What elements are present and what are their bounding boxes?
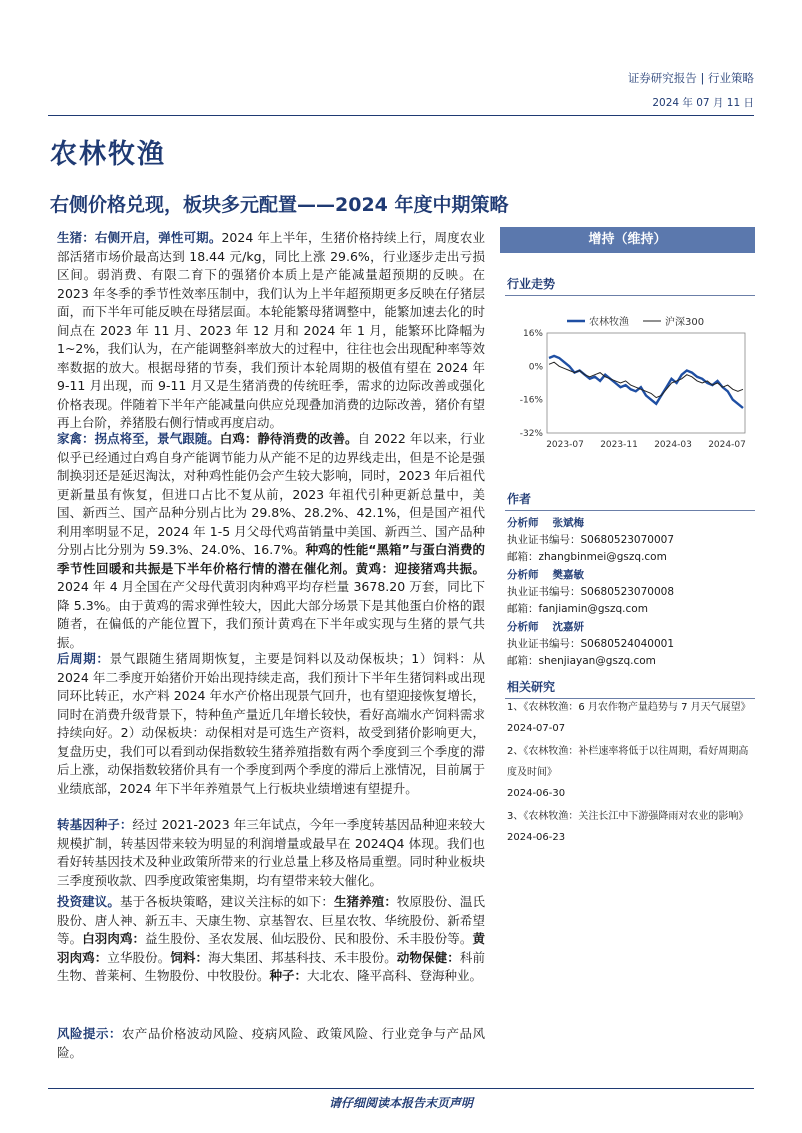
section-lead: 转基因种子： <box>57 817 133 832</box>
analyst-name: 张斌梅 <box>552 517 584 529</box>
industry-title: 农林牧渔 <box>50 139 166 170</box>
y-tick-label: 16% <box>522 329 543 339</box>
related-item-date: 2024-06-23 <box>507 832 566 843</box>
section-text: 2024 年上半年，生猪价格持续上行，周度农业部活猪市场价最高达到 18.44 元/kg，同比上涨 29.6%，行业逐步走出亏损区间。弱消费、有限二育下的强猪价本质上是产能减量超预期的反映。在 2023 年冬季的季节性效率压制中，我们认为上半年超预期更多反映在仔猪层面，而下半年可能反映在母猪层面。本轮能繁母猪调整中，能繁加速去化的时间点在 2023 年 11 月、2023 年 12 月和 2024 年 1 月，能繁环比降幅为 1~2%，我们认为，在产能调整斜率放大的过程中，往往也会出现配种率等效率数据的放大。根据母猪的节奏，我们预计本轮周期的极值有望在 2024 年 9-11 月出现，而 9-11 月又是生猪消费的传统旺季，需求的边际改善或强化价格表现。伴随着下半年产能减量向供应兑现叠加消费的边际改善，猪价有望再上台阶，养猪股右侧行情或再度启动。 <box>57 230 485 430</box>
related-item[interactable] <box>507 741 755 804</box>
sector-stocks: 科前生物、普莱柯、生物股份、中牧股份。 <box>57 949 485 983</box>
y-tick-label: -32% <box>519 429 543 439</box>
sector-label: 种子： <box>269 968 308 983</box>
cert-number: S0680523070007 <box>580 534 675 546</box>
series-line <box>549 356 743 408</box>
related-item-title[interactable]: 2、《农林牧渔：补栏速率将低于以往周期，看好周期高度及时间》 <box>507 746 749 778</box>
section-hog <box>57 229 485 433</box>
section-risk <box>57 1025 485 1062</box>
sector-label: 生猪养殖： <box>333 894 397 909</box>
report-title: 右侧价格兑现，板块多元配置——2024 年度中期策略 <box>50 194 509 216</box>
cert-label: 执业证书编号： <box>507 586 581 598</box>
x-tick-label: 2023-11 <box>600 440 638 450</box>
related-item-date: 2024-06-30 <box>507 788 566 799</box>
email-label: 邮箱： <box>507 603 539 615</box>
analyst-card <box>507 567 674 618</box>
email-link[interactable]: zhangbinmei@gszq.com <box>538 551 667 563</box>
sector-stocks: 立华股份。 <box>107 949 171 965</box>
trend-title: 行业走势 <box>507 277 556 291</box>
section-text: 农产品价格波动风险、疫病风险、政策风险、行业竞争与产品风险。 <box>57 1026 485 1060</box>
analyst-name: 樊嘉敏 <box>552 569 584 581</box>
x-tick-label: 2023-07 <box>546 440 584 450</box>
x-tick-label: 2024-07 <box>708 440 746 450</box>
cert-number: S0680524040001 <box>580 638 675 650</box>
related-item[interactable] <box>507 697 755 739</box>
section-gm-seeds <box>57 816 485 890</box>
section-lead: 风险提示： <box>57 1026 122 1041</box>
section-lead: 投资建议。 <box>57 894 120 909</box>
trend-divider <box>505 295 755 296</box>
cert-label: 执业证书编号： <box>507 534 581 546</box>
sector-stocks: 益生股份、圣农发展、仙坛股份、民和股份、禾丰股份等。 <box>145 931 473 946</box>
section-text: 经过 2021-2023 年三年试点，今年一季度转基因品种迎来较大规模扩制，转基因带来较为明显的利润增量或最早在 2024Q4 体现。我们也看好转基因技术及种业政策所带来的行业总量上移及格局重塑。同时种业板块三季度预收款、四季度政策密集期，均有望带来较大催化。 <box>57 817 485 888</box>
analyst-card <box>507 515 674 566</box>
analyst-role: 分析师 <box>507 569 539 581</box>
analyst-role: 分析师 <box>507 621 539 633</box>
cert-number: S0680523070008 <box>580 586 675 598</box>
y-tick-label: 0% <box>528 362 543 373</box>
related-item-title[interactable]: 1、《农林牧渔：6 月农作物产量趋势与 7 月天气展望》 <box>507 702 751 713</box>
section-poultry <box>57 430 485 652</box>
email-link[interactable]: shenjiayan@gszq.com <box>538 655 656 667</box>
cert-label: 执业证书编号： <box>507 638 581 650</box>
analyst-name: 沈嘉妍 <box>552 621 584 633</box>
sector-stocks: 大北农、隆平高科、登海种业。 <box>307 968 483 983</box>
report-date: 2024 年 07 月 11 日 <box>652 97 754 109</box>
sector-label: 黄羽肉鸡： <box>57 931 485 965</box>
series-line <box>549 362 743 397</box>
email-link[interactable]: fanjiamin@gszq.com <box>538 603 648 615</box>
footer-divider <box>48 1088 754 1089</box>
sector-stocks: 牧原股份、温氏股份、唐人神、新五丰、天康生物、京基智农、巨星农牧、华统股份、新希望等。 <box>57 894 485 946</box>
legend-label: 农林牧渔 <box>589 317 629 328</box>
analyst-role: 分析师 <box>507 517 539 529</box>
section-text: 2024 年 4 月全国在产父母代黄羽肉种鸡平均存栏量 3678.20 万套，同比下降 5.3%。由于黄鸡的需求弹性较大，因此大部分场景下是其他蛋白价格的跟随者，在偏低的产能位置下，我们预计黄鸡在下半年或实现与生猪的景气共振。 <box>57 579 485 650</box>
header-divider <box>48 115 754 116</box>
analyst-card <box>507 619 674 670</box>
section-lead: 生猪：右侧开启，弹性可期。 <box>57 230 222 245</box>
sector-label: 动物保健： <box>396 949 460 965</box>
sector-stocks: 海大集团、邦基科技、禾丰股份。 <box>208 949 397 965</box>
related-item[interactable] <box>507 806 755 848</box>
y-tick-label: -16% <box>519 395 543 406</box>
section-text: 自 2022 年以来，行业似乎已经通过白鸡自身产能调节能力从产能不足的边界线走出，但是不论是强制换羽还是延迟淘汰，对种鸡性能仍会产生较大影响，同时，2023 年后祖代更新量虽有恢复，但进口占比不复从前，2023 年祖代引种更新总量中，美国、新西兰、国产品种分别占比为 29.8%、28.2%、42.1%，但是国产祖代利用率明显不足，2024 年 1-5 月父母代鸡苗销量中美国、新西兰、国产品种分别占比分别为 59.3%、24.0%、16.7%。 <box>57 431 485 557</box>
email-label: 邮箱： <box>507 655 539 667</box>
rating-badge: 增持（维持） <box>500 227 755 253</box>
x-tick-label: 2024-03 <box>654 440 692 450</box>
footer-disclaimer: 请仔细阅读本报告末页声明 <box>328 1096 473 1110</box>
sector-label: 饲料： <box>170 949 209 965</box>
section-lead: 家禽：拐点将至，景气跟随。 <box>57 431 220 446</box>
authors-divider <box>505 510 755 511</box>
related-item-title[interactable]: 3、《农林牧渔：关注长江中下游强降雨对农业的影响》 <box>507 811 749 822</box>
legend-label: 沪深300 <box>665 317 705 328</box>
section-text: 景气跟随生猪周期恢复，主要是饲料以及动保板块；1）饲料：从 2024 年二季度开始猪价开始出现持续走高，我们预计下半年生猪饲料或出现同环比转正，水产料 2024 年水产价格出现景气回升，也有望迎接恢复增长，同时在消费升级背景下，特种鱼产量近几年增长较快，看好高端水产饲料需求持续向好。2）动保板块：动保相对是可选生产资料，故受到猪价影响更大，复盘历史，我们可以看到动保指数较生猪养殖指数有两个季度到三个季度的滞后上涨，动保指数较猪价具有一个季度到两个季度的滞后上涨情况，目前属于业绩底部，2024 年下半年养殖景气上行板块业绩增速有望提升。 <box>57 651 485 796</box>
section-subhead: 白鸡：静待消费的改善。 <box>219 431 358 446</box>
email-label: 邮箱： <box>507 551 539 563</box>
section-lead: 后周期： <box>57 651 110 666</box>
doc-type: 证券研究报告 | 行业策略 <box>627 71 754 85</box>
authors-title: 作者 <box>507 492 532 506</box>
section-highlight: 种鸡的性能“黑箱”与蛋白消费的季节性回暖和共振是下半年价格行情的潜在催化剂。黄鸡：迎接猪鸡共振。 <box>57 542 486 576</box>
sector-label: 白羽肉鸡： <box>82 931 146 946</box>
section-text: 基于各板块策略，建议关注标的如下： <box>119 894 334 909</box>
trend-chart <box>505 305 760 455</box>
related-title: 相关研究 <box>507 680 556 694</box>
section-post-cycle <box>57 650 485 798</box>
related-item-date: 2024-07-07 <box>507 723 566 734</box>
section-investment <box>57 893 485 986</box>
